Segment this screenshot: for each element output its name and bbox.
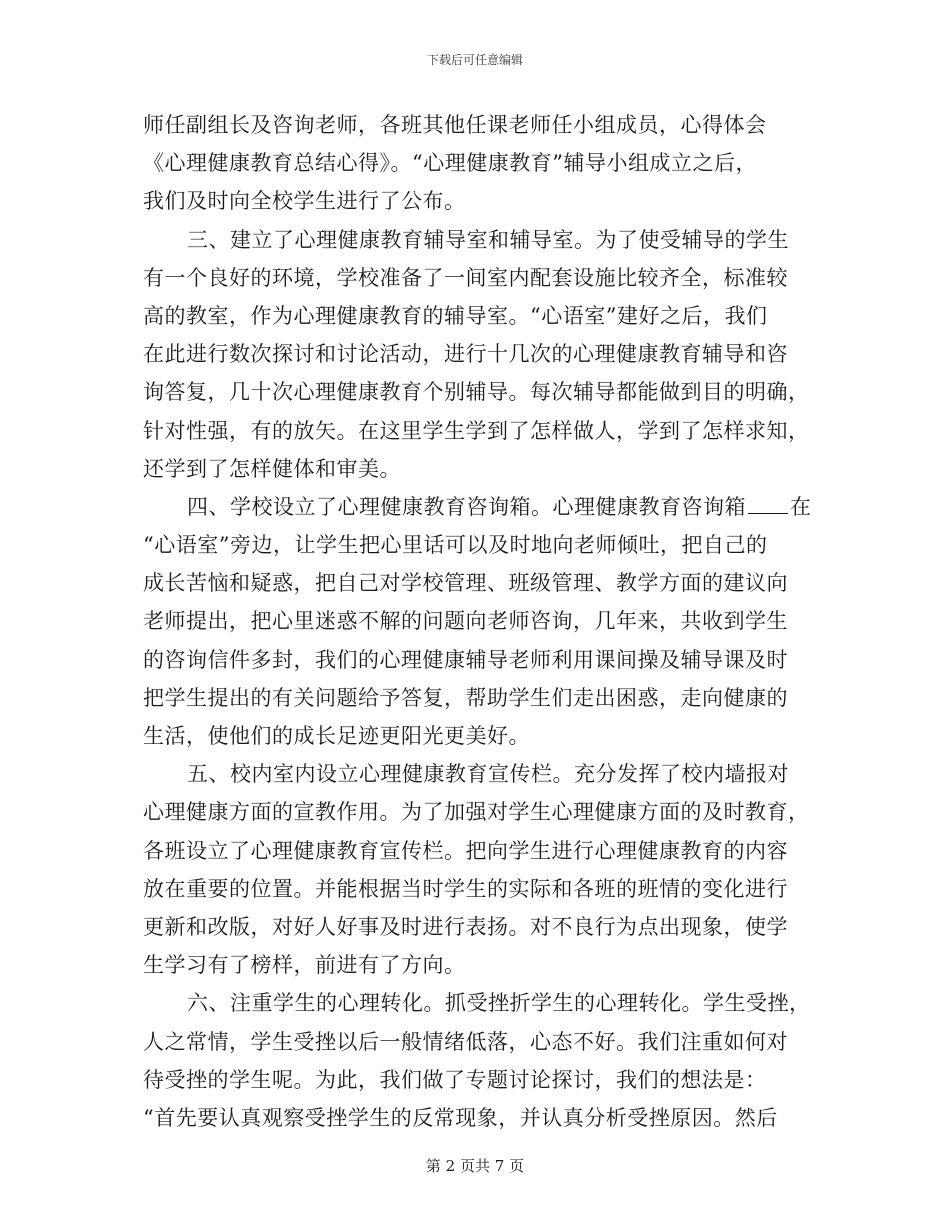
text-line: 生活，使他们的成长足迹更阳光更美好。 xyxy=(143,724,530,748)
text-line: 询答复，几十次心理健康教育个别辅导。每次辅导都能做到目的明确， xyxy=(143,380,810,405)
text-line: 《心理健康教育总结心得》。“心理健康教育”辅导小组成立之后， xyxy=(143,151,757,176)
text-line: 老师提出，把心里迷惑不解的问题向老师咨询，几年来，共收到学生 xyxy=(143,609,788,634)
text-line: 生学习有了榜样，前进有了方向。 xyxy=(143,953,466,978)
text-line: 成长苦恼和疑惑，把自己对学校管理、班级管理、教学方面的建议向 xyxy=(143,571,788,596)
text-line: 的咨询信件多封，我们的心理健康辅导老师利用课间操及辅导课及时 xyxy=(143,647,788,672)
paragraph-first-line: 三、建立了心理健康教育辅导室和辅导室。为了使受辅导的学生 xyxy=(187,227,789,252)
paragraph-first-line xyxy=(143,488,811,526)
text-line: 放在重要的位置。并能根据当时学生的实际和各班的班情的变化进行 xyxy=(143,876,788,901)
page-footer: 第 2 页共 7 页 xyxy=(425,1157,525,1175)
text-line: “首先要认真观察受挫学生的反常现象，并认真分析受挫原因。然后 xyxy=(143,1105,778,1130)
text-line: 师任副组长及咨询老师，各班其他任课老师任小组成员，心得体会 xyxy=(143,113,767,137)
page-header: 下载后可任意编辑 xyxy=(426,53,523,67)
text-line: 还学到了怎样健体和审美。 xyxy=(143,456,401,481)
text-line: 高的教室，作为心理健康教育的辅导室。“心语室”建好之后，我们 xyxy=(143,303,768,328)
text-segment: 在 xyxy=(790,494,812,519)
text-line: 心理健康方面的宣教作用。为了加强对学生心理健康方面的及时教育， xyxy=(143,800,810,825)
text-line: 在此进行数次探讨和讨论活动，进行十几次的心理健康教育辅导和咨 xyxy=(143,342,788,367)
text-segment: 四、学校设立了心理健康教育咨询箱。心理健康教育咨询箱 xyxy=(187,494,746,519)
text-line: 把学生提出的有关问题给予答复，帮助学生们走出困惑，走向健康的 xyxy=(143,685,788,710)
paragraph-first-line: 五、校内室内设立心理健康教育宣传栏。充分发挥了校内墙报对 xyxy=(187,762,789,787)
document-body xyxy=(143,106,811,1137)
text-line: 各班设立了心理健康教育宣传栏。把向学生进行心理健康教育的内容 xyxy=(143,838,788,863)
text-line: 更新和改版，对好人好事及时进行表扬。对不良行为点出现象，使学 xyxy=(143,914,788,939)
text-line: 待受挫的学生呢。为此，我们做了专题讨论探讨，我们的想法是： xyxy=(143,1067,767,1092)
text-line: 有一个良好的环境，学校准备了一间室内配套设施比较齐全，标准较 xyxy=(143,265,788,290)
text-line: 针对性强，有的放矢。在这里学生学到了怎样做人，学到了怎样求知， xyxy=(143,418,810,443)
text-line: 人之常情，学生受挫以后一般情绪低落，心态不好。我们注重如何对 xyxy=(143,1029,788,1054)
paragraph-first-line: 六、注重学生的心理转化。抓受挫折学生的心理转化。学生受挫， xyxy=(187,991,811,1016)
fill-in-blank xyxy=(748,491,788,514)
text-line: “心语室”旁边，让学生把心里话可以及时地向老师倾吐，把自己的 xyxy=(143,533,768,558)
text-line: 我们及时向全校学生进行了公布。 xyxy=(143,189,466,214)
